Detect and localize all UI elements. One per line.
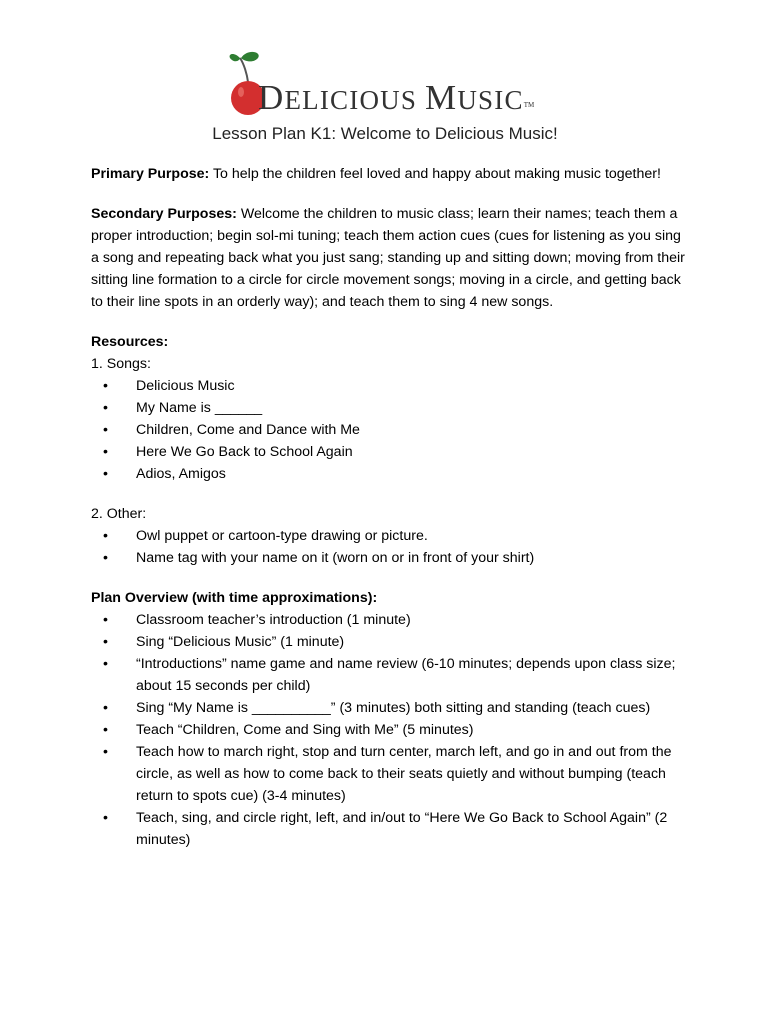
bullet-icon: •	[103, 744, 108, 760]
primary-purpose-text: To help the children feel loved and happy about making music together!	[209, 166, 661, 182]
overview-item-text: Teach how to march right, stop and turn center, march left, and go in and out from the circle, as well as how to come back to their seats quietly and without bumping (teach return to spots cue) (3-4 minutes)	[136, 744, 672, 804]
overview-item-text: “Introductions” name game and name review (6-10 minutes; depends upon class size; about 15 seconds per child)	[136, 656, 676, 694]
secondary-purposes-label: Secondary Purposes:	[91, 206, 237, 222]
bullet-icon: •	[103, 634, 108, 650]
song-title: Adios, Amigos	[136, 466, 226, 482]
logo-word-1: ELICIOUS	[284, 85, 418, 115]
songs-label: 1. Songs:	[91, 356, 151, 372]
list-item	[91, 719, 691, 741]
logo-wordmark	[258, 78, 534, 118]
bullet-icon: •	[103, 810, 108, 826]
list-item	[91, 441, 691, 463]
bullet-icon: •	[103, 722, 108, 738]
overview-item-text: Sing “My Name is __________” (3 minutes) both sitting and standing (teach cues)	[136, 700, 651, 716]
resources-heading: Resources:	[91, 334, 169, 350]
secondary-purposes-text: Welcome the children to music class; learn their names; teach them a proper introduction; begin sol-mi tuning; teach them action cues (cues for listening as you sing a song and repeating back what you just sang; standing up and sitting down; moving from their sitting line formation to a circle for circle movement songs; moving in a circle, and getting back to their line spots in an orderly way); and teach them to sing 4 new songs.	[91, 206, 685, 310]
overview-item-text: Sing “Delicious Music” (1 minute)	[136, 634, 345, 650]
overview-item-text: Teach “Children, Come and Sing with Me” (5 minutes)	[136, 722, 474, 738]
song-title: Here We Go Back to School Again	[136, 444, 353, 460]
delicious-music-logo	[228, 50, 548, 120]
bullet-icon: •	[103, 612, 108, 628]
list-item	[91, 397, 691, 419]
bullet-icon: •	[103, 528, 108, 544]
list-item	[91, 525, 691, 547]
plan-overview-list	[91, 609, 691, 851]
other-item-text: Name tag with your name on it (worn on or in front of your shirt)	[136, 550, 535, 566]
bullet-icon: •	[103, 422, 108, 438]
logo-second-letter: M	[425, 78, 458, 117]
bullet-icon: •	[103, 550, 108, 566]
song-title: Delicious Music	[136, 378, 235, 394]
list-item	[91, 697, 691, 719]
song-title: Children, Come and Dance with Me	[136, 422, 360, 438]
song-title: My Name is ______	[136, 400, 263, 416]
bullet-icon: •	[103, 444, 108, 460]
logo-word-2: USIC	[457, 85, 524, 115]
plan-overview-section	[91, 587, 691, 851]
list-item	[91, 609, 691, 631]
list-item	[91, 463, 691, 485]
secondary-purposes	[91, 203, 691, 313]
other-list	[91, 525, 691, 569]
list-item	[91, 653, 691, 697]
list-item	[91, 547, 691, 569]
list-item	[91, 419, 691, 441]
songs-list	[91, 375, 691, 485]
list-item	[91, 807, 691, 851]
primary-purpose-label: Primary Purpose:	[91, 166, 210, 182]
overview-item-text: Classroom teacher’s introduction (1 minute)	[136, 612, 411, 628]
overview-item-text: Teach, sing, and circle right, left, and in/out to “Here We Go Back to School Again” (2 minutes)	[136, 810, 668, 848]
list-item	[91, 631, 691, 653]
plan-overview-heading: Plan Overview (with time approximations):	[91, 590, 378, 606]
bullet-icon: •	[103, 466, 108, 482]
list-item	[91, 741, 691, 807]
other-resources-section	[91, 503, 691, 569]
lesson-title: Lesson Plan K1: Welcome to Delicious Music!	[212, 124, 558, 143]
bullet-icon: •	[103, 656, 108, 672]
bullet-icon: •	[103, 378, 108, 394]
other-item-text: Owl puppet or cartoon-type drawing or picture.	[136, 528, 428, 544]
bullet-icon: •	[103, 700, 108, 716]
list-item	[91, 375, 691, 397]
resources-section	[91, 331, 691, 485]
logo-first-letter: D	[258, 78, 285, 117]
primary-purpose	[91, 163, 691, 185]
bullet-icon: •	[103, 400, 108, 416]
trademark: TM	[523, 101, 535, 109]
other-label: 2. Other:	[91, 506, 147, 522]
document-body	[91, 163, 691, 869]
